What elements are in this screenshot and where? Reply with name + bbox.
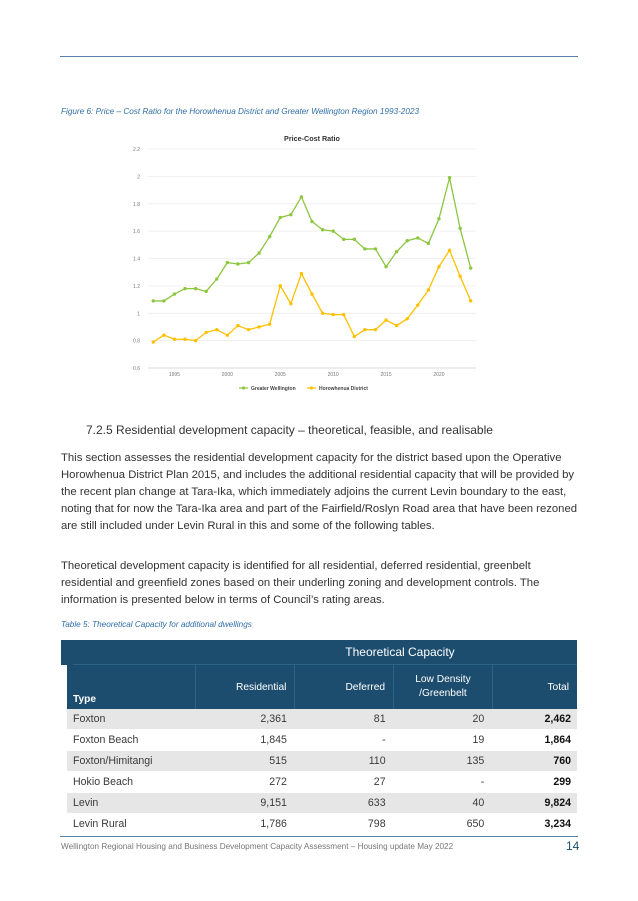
col-header-deferred: Deferred: [295, 665, 394, 710]
cell-residential: 272: [196, 772, 295, 793]
data-point: [310, 292, 313, 295]
price-cost-ratio-chart: [118, 128, 490, 398]
table-row: [67, 772, 577, 793]
data-point: [416, 303, 419, 306]
series-line-greater-wellington: [153, 178, 470, 301]
footer-rule: [60, 836, 578, 837]
section-heading: 7.2.5 Residential development capacity – theoretical, feasible, and realisable: [86, 423, 493, 437]
y-tick-label: 1: [137, 311, 140, 318]
y-tick-label: 1.4: [133, 256, 140, 263]
data-point: [268, 235, 271, 238]
cell-deferred: 633: [295, 793, 394, 814]
legend-swatch-marker: [242, 386, 245, 389]
data-point: [321, 312, 324, 315]
legend-label: Horowhenua District: [319, 386, 368, 392]
data-point: [152, 340, 155, 343]
cell-type: Levin: [67, 793, 196, 814]
table-row: [67, 814, 577, 835]
cell-deferred: 27: [295, 772, 394, 793]
cell-low-density: 20: [394, 709, 493, 730]
table-row: [67, 730, 577, 751]
data-point: [427, 242, 430, 245]
y-tick-label: 2: [137, 174, 140, 181]
data-point: [204, 290, 207, 293]
data-point: [162, 299, 165, 302]
data-point: [279, 216, 282, 219]
cell-total: 760: [492, 751, 577, 772]
data-point: [374, 247, 377, 250]
data-point: [384, 265, 387, 268]
data-point: [279, 284, 282, 287]
data-point: [194, 339, 197, 342]
col-header-low-density: Low Density /Greenbelt: [394, 665, 493, 710]
x-tick-label: 2005: [274, 372, 286, 378]
data-point: [226, 333, 229, 336]
x-tick-label: 2000: [221, 372, 233, 378]
data-point: [247, 261, 250, 264]
data-point: [331, 313, 334, 316]
data-point: [300, 195, 303, 198]
data-point: [342, 313, 345, 316]
data-point: [236, 262, 239, 265]
data-point: [321, 228, 324, 231]
data-point: [183, 287, 186, 290]
table-caption: Table 5: Theoretical Capacity for additional dwellings: [61, 620, 252, 629]
data-point: [247, 328, 250, 331]
y-tick-label: 1.6: [133, 229, 140, 236]
legend-label: Greater Wellington: [251, 386, 296, 392]
page-number: 14: [566, 839, 580, 853]
data-point: [353, 335, 356, 338]
data-point: [458, 275, 461, 278]
data-point: [353, 238, 356, 241]
paragraph-theoretical: Theoretical development capacity is identified for all residential, deferred residential, greenbelt residential and greenfield zones based on their underling zoning and development controls. The information is presented below in terms of Council’s rating areas.: [61, 560, 540, 606]
cell-low-density: 650: [394, 814, 493, 835]
table-row: [67, 793, 577, 814]
cell-type: Hokio Beach: [67, 772, 196, 793]
cell-deferred: 81: [295, 709, 394, 730]
header-rule: [60, 56, 578, 57]
data-point: [173, 292, 176, 295]
cell-total: 299: [492, 772, 577, 793]
data-point: [194, 287, 197, 290]
table-row: [67, 709, 577, 730]
data-point: [257, 251, 260, 254]
data-point: [437, 265, 440, 268]
data-point: [469, 266, 472, 269]
cell-total: 9,824: [492, 793, 577, 814]
data-point: [342, 238, 345, 241]
data-point: [152, 299, 155, 302]
x-tick-label: 2020: [433, 372, 445, 378]
figure-caption: Figure 6: Price – Cost Ratio for the Horowhenua District and Greater Wellington Region 1993-2023: [61, 107, 420, 116]
cell-total: 1,864: [492, 730, 577, 751]
data-point: [427, 288, 430, 291]
cell-low-density: 19: [394, 730, 493, 751]
data-point: [162, 333, 165, 336]
x-tick-label: 1995: [168, 372, 181, 378]
data-point: [437, 217, 440, 220]
cell-deferred: 798: [295, 814, 394, 835]
table-title: Theoretical Capacity: [67, 640, 577, 665]
cell-type: Foxton/Himitangi: [67, 751, 196, 772]
chart-title: Price-Cost Ratio: [284, 134, 340, 143]
series-line-horowhenua: [153, 250, 470, 342]
cell-residential: 515: [196, 751, 295, 772]
data-point: [458, 227, 461, 230]
cell-type: Levin Rural: [67, 814, 196, 835]
col-header-residential: Residential: [196, 665, 295, 710]
data-point: [268, 323, 271, 326]
cell-low-density: 40: [394, 793, 493, 814]
table-row: [67, 751, 577, 772]
data-point: [406, 239, 409, 242]
x-tick-label: 2010: [327, 372, 339, 378]
x-tick-label: 2015: [380, 372, 392, 378]
data-point: [363, 328, 366, 331]
data-point: [310, 220, 313, 223]
y-tick-label: 0.6: [133, 366, 140, 372]
data-point: [226, 261, 229, 264]
paragraph-intro: This section assesses the residential development capacity for the district based upon the Operative Horowhenua District Plan 2015, and includes the additional residential capacity that will be provided by the recent plan change at Tara-Ika, which immediately adjoins the current Levin boundary to the east, noting that for now the Tara-Ika area and part of the Fairfield/Roslyn Road area that have been rezoned are still included under Levin Rural in this and some of the following tables.: [61, 452, 578, 532]
data-point: [469, 299, 472, 302]
data-point: [173, 338, 176, 341]
cell-low-density: -: [394, 772, 493, 793]
y-tick-label: 2.2: [133, 147, 140, 153]
data-point: [406, 317, 409, 320]
data-point: [289, 302, 292, 305]
y-tick-label: 1.8: [133, 201, 140, 208]
data-point: [257, 325, 260, 328]
data-point: [289, 213, 292, 216]
data-point: [448, 176, 451, 179]
data-point: [300, 272, 303, 275]
cell-deferred: -: [295, 730, 394, 751]
cell-total: 2,462: [492, 709, 577, 730]
data-point: [331, 229, 334, 232]
legend-swatch-marker: [310, 386, 313, 389]
data-point: [363, 247, 366, 250]
data-point: [416, 236, 419, 239]
data-point: [204, 331, 207, 334]
cell-total: 3,234: [492, 814, 577, 835]
theoretical-capacity-table: [61, 640, 577, 835]
footer-text: Wellington Regional Housing and Business Development Capacity Assessment – Housing update May 2022: [61, 842, 454, 851]
cell-deferred: 110: [295, 751, 394, 772]
cell-residential: 1,845: [196, 730, 295, 751]
data-point: [374, 328, 377, 331]
data-point: [395, 324, 398, 327]
cell-type: Foxton Beach: [67, 730, 196, 751]
col-header-type: Type: [67, 665, 196, 710]
data-point: [395, 250, 398, 253]
data-point: [183, 338, 186, 341]
cell-residential: 1,786: [196, 814, 295, 835]
cell-residential: 2,361: [196, 709, 295, 730]
data-point: [384, 318, 387, 321]
cell-low-density: 135: [394, 751, 493, 772]
data-point: [448, 249, 451, 252]
cell-type: Foxton: [67, 709, 196, 730]
data-point: [236, 324, 239, 327]
y-tick-label: 0.8: [133, 338, 140, 345]
data-point: [215, 328, 218, 331]
y-tick-label: 1.2: [133, 283, 140, 290]
col-header-total: Total: [492, 665, 577, 710]
cell-residential: 9,151: [196, 793, 295, 814]
data-point: [215, 277, 218, 280]
